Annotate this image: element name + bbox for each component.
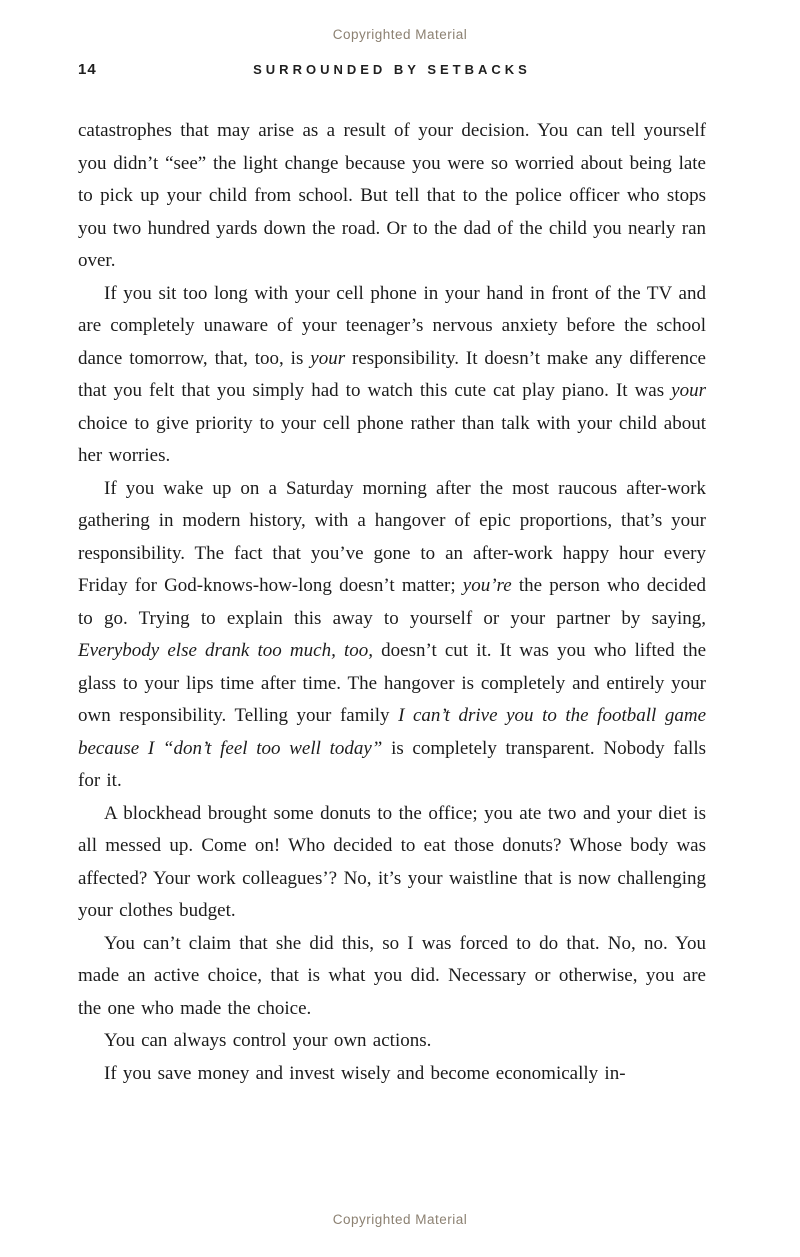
copyright-notice-bottom: Copyrighted Material: [332, 1212, 468, 1227]
text-run: the person who decided to go. Trying to explain this away to yourself or your partner by saying,: [78, 575, 706, 629]
body-text: [78, 115, 706, 1090]
italic-text-run: your: [671, 380, 706, 401]
paragraph: [78, 798, 706, 928]
text-run: is completely transparent. Nobody falls for it.: [78, 737, 706, 791]
text-run: If you save money and invest wisely and become economically in-: [104, 1062, 626, 1084]
text-run: responsibility. It doesn’t make any difference that you felt that you simply had to watch this cute cat play piano. It was: [78, 347, 706, 401]
italic-text-run: I can’t drive you to the football game because I “don’t feel too well today”: [78, 705, 707, 759]
text-run: You can’t claim that she did this, so I was forced to do that. No, no. You made an active choice, that is what you did. Necessary or otherwise, you are the one who made the choice.: [78, 932, 706, 1019]
paragraph: [78, 1058, 706, 1091]
text-run: A blockhead brought some donuts to the office; you ate two and your diet is all messed up. Come on! Who decided to eat those donuts? Whose body was affected? Your work colleagues’? No, it’s your waistline that is now challenging your clothes budget.: [78, 802, 706, 921]
page-number: 14: [78, 61, 97, 78]
paragraph: [78, 1025, 706, 1058]
paragraph: [78, 473, 706, 798]
italic-text-run: you’re: [462, 575, 512, 596]
page-header: [78, 60, 706, 80]
paragraph: [78, 115, 706, 278]
copyright-notice-top: Copyrighted Material: [332, 27, 468, 42]
italic-text-run: your: [310, 347, 346, 369]
text-run: You can always control your own actions.: [104, 1030, 432, 1051]
text-run: choice to give priority to your cell phone rather than talk with your child about her worries.: [78, 412, 706, 466]
text-run: catastrophes that may arise as a result of your decision. You can tell yourself you didn’t “see” the light change because you were so worried about being late to pick up your child from school. But tell that to the police officer who stops you two hundred yards down the road. Or to the dad of the child you nearly ran over.: [78, 120, 706, 271]
text-run: If you sit too long with your cell phone in your hand in front of the TV and are completely unaware of your teenager’s nervous anxiety before the school dance tomorrow, that, too, is: [78, 282, 706, 369]
paragraph: [78, 928, 706, 1026]
paragraph: [78, 278, 706, 473]
text-run: doesn’t cut it. It was you who lifted the glass to your lips time after time. The hangover is completely and entirely your own responsibility. Telling your family: [78, 640, 707, 726]
italic-text-run: Everybody else drank too much, too,: [78, 640, 373, 661]
text-run: If you wake up on a Saturday morning after the most raucous after-work gathering in modern history, with a hangover of epic proportions, that’s your responsibility. The fact that you’ve gone to an after-work happy hour every Friday for God-knows-how-long doesn’t matter;: [78, 477, 706, 596]
running-header: SURROUNDED BY SETBACKS: [253, 62, 531, 77]
